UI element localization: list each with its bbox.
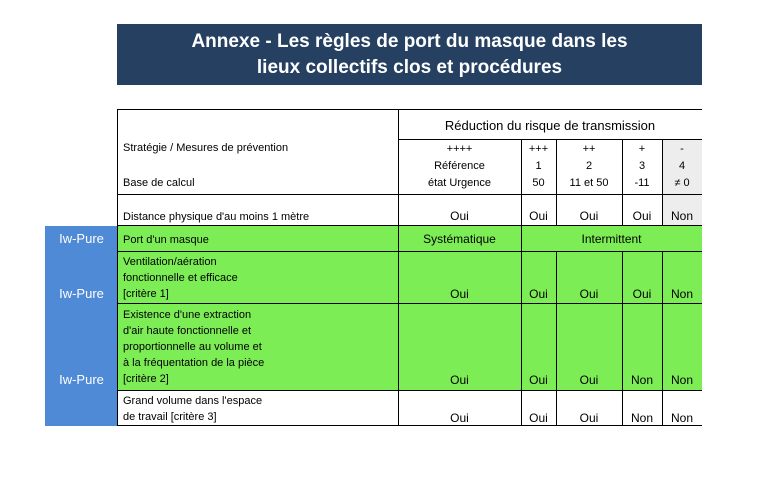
ventilation-value: Oui — [529, 287, 548, 301]
mask-systematic: Systématique — [423, 232, 496, 246]
col-base: 11 et 50 — [569, 177, 609, 189]
col-base: ≠ 0 — [674, 177, 690, 189]
side-strip — [45, 252, 118, 426]
side-label: Iw-Pure — [59, 231, 104, 246]
distance-value: Non — [670, 209, 693, 223]
distance-value: Oui — [450, 209, 469, 223]
extraction-value: Oui — [579, 373, 599, 387]
distance-value: Oui — [632, 209, 652, 223]
title-line-1: Annexe - Les règles de port du masque dans les — [191, 30, 628, 52]
side-label: Iw-Pure — [59, 286, 104, 301]
mask-label: Port d'un masque — [123, 234, 209, 246]
col-base: -11 — [634, 177, 650, 189]
extraction-label-line: Existence d'une extraction — [123, 309, 252, 321]
col-signs: ++++ — [446, 143, 473, 155]
col-level: 4 — [678, 160, 686, 172]
col-signs: +++ — [528, 143, 549, 155]
col-signs: - — [680, 143, 684, 155]
col-signs: ++ — [582, 143, 596, 155]
ventilation-label-line: Ventilation/aération — [123, 256, 217, 268]
ventilation-label-line: [critère 1] — [123, 288, 169, 300]
col-base: 50 — [532, 177, 545, 189]
distance-label: Distance physique d'au moins 1 mètre — [123, 211, 310, 223]
col-level: 1 — [535, 160, 542, 172]
col-base: état Urgence — [428, 177, 491, 189]
ventilation-value: Non — [670, 287, 693, 301]
volume-label-line: de travail [critère 3] — [123, 411, 217, 423]
volume-value: Oui — [579, 411, 599, 425]
title-line-2: lieux collectifs clos et procédures — [256, 56, 563, 78]
col-signs: + — [638, 143, 646, 155]
extraction-label-line: à la fréquentation de la pièce — [123, 357, 265, 369]
extraction-label-line: proportionnelle au volume et — [123, 341, 262, 353]
extraction-value: Non — [670, 373, 693, 387]
extraction-value: Oui — [450, 373, 469, 387]
reduction-header: Réduction du risque de transmission — [444, 118, 656, 133]
volume-value: Non — [630, 411, 653, 425]
extraction-label-line: d'air haute fonctionnelle et — [123, 325, 252, 337]
strategy-label: Stratégie / Mesures de prévention — [123, 142, 289, 154]
ventilation-label-line: fonctionnelle et efficace — [123, 272, 238, 284]
base-label: Base de calcul — [123, 177, 195, 189]
volume-label-line: Grand volume dans l'espace — [123, 395, 263, 407]
volume-value: Oui — [450, 411, 469, 425]
volume-value: Oui — [529, 411, 548, 425]
distance-value: Oui — [579, 209, 599, 223]
distance-value: Oui — [529, 209, 548, 223]
col-level: Référence — [434, 160, 485, 172]
col-level: 3 — [638, 160, 646, 172]
ventilation-value: Oui — [632, 287, 652, 301]
mask-intermittent: Intermittent — [581, 232, 642, 246]
extraction-value: Non — [630, 373, 653, 387]
col-level: 2 — [585, 160, 593, 172]
extraction-value: Oui — [529, 373, 548, 387]
side-label: Iw-Pure — [59, 372, 104, 387]
extraction-label-line: [critère 2] — [123, 373, 169, 385]
ventilation-value: Oui — [579, 287, 599, 301]
title-banner — [117, 24, 702, 85]
volume-value: Non — [670, 411, 693, 425]
rules-table — [117, 109, 702, 426]
ventilation-value: Oui — [450, 287, 469, 301]
